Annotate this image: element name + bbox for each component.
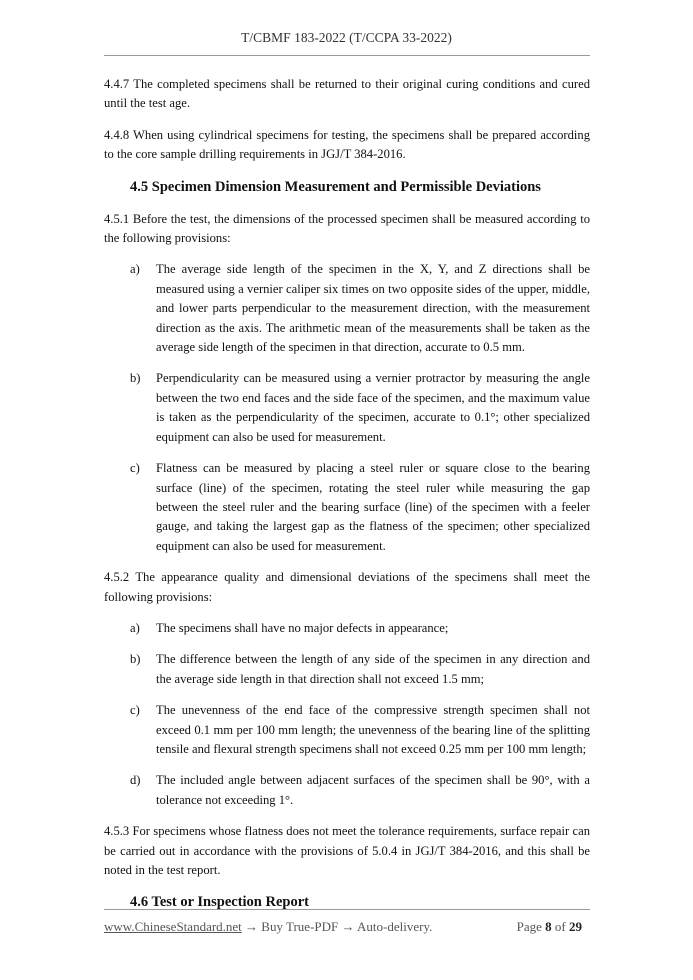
page-number: 8 [545,919,552,934]
list-item-label: a) [130,262,140,277]
list-item-label: a) [130,620,140,635]
paragraph-4-4-7: 4.4.7 The completed specimens shall be returned to their original curing conditions and cured until the test age. [104,77,590,111]
list-item [104,369,590,447]
arrow-right-icon: → [341,919,355,934]
list-item [104,701,590,759]
paragraph-4-4-8: 4.4.8 When using cylindrical specimens for testing, the specimens shall be prepared according to the core sample drilling requirements in JGJ/T 384-2016. [104,127,590,162]
header-rule [104,55,590,56]
list-item-text: Perpendicularity can be measured using a vernier protractor by measuring the angle between the two end faces and the side face of the specimen, and the maximum value is taken as the perpendicularity of the specimen, accurate to 0.1°; other specialized equipment can also be used for measurement. [156,371,590,444]
list-item-label: b) [130,371,141,386]
list-item-label: c) [130,703,140,718]
list-item-text: The average side length of the specimen in the X, Y, and Z directions shall be measured using a vernier caliper six times on two opposite sides of the upper, middle, and lower parts perpendicular to the measurement direction, with the measurement direction as the axis. The arithmetic mean of the measurements shall be taken as the average side length of the specimen in that direction, accurate to 0.5 mm. [156,262,590,355]
footer-rule [104,909,590,910]
auto-delivery-text: Auto-delivery. [357,919,433,934]
paragraph-4-5-1: 4.5.1 Before the test, the dimensions of the processed specimen shall be measured according to the following provisions: [104,211,590,246]
page-word: Page [516,919,542,934]
list-item-text: Flatness can be measured by placing a steel ruler or square close to the bearing surface (line) of the specimen, rotating the steel ruler while measuring the gap between the steel ruler and the bearing surface (line) of the specimen with a feeler gauge, and taking the largest gap as the flatness of the specimen; other specialized equipment can also be used for measurement. [156,461,590,553]
site-link[interactable]: www.ChineseStandard.net [104,919,242,934]
of-word: of [554,919,566,934]
list-4-5-1 [104,260,590,556]
page-indicator [517,919,582,935]
list-item-text: The specimens shall have no major defects in appearance; [156,620,449,635]
paragraph-4-5-3: 4.5.3 For specimens whose flatness does not meet the tolerance requirements, surface repair can be carried out in accordance with the provisions of 5.0.4 in JGJ/T 384-2016, and this shall be noted in the test report. [104,824,590,877]
buy-pdf-text: Buy True-PDF [261,919,339,934]
section-heading-4-6: 4.6 Test or Inspection Report [130,894,309,911]
arrow-right-icon: → [245,919,259,934]
list-item [104,771,590,810]
list-item [104,619,590,638]
list-item [104,260,590,357]
list-item-text: The unevenness of the end face of the compressive strength specimen shall not exceed 0.1 mm per 100 mm length; the unevenness of the bearing line of the splitting tensile and flexural strength specimens shall not exceed 0.25 mm per 100 mm length; [156,703,590,756]
list-item-text: The included angle between adjacent surfaces of the specimen shall be 90°, with a tolerance not exceeding 1°. [156,773,590,807]
paragraph-4-5-2: 4.5.2 The appearance quality and dimensional deviations of the specimens shall meet the following provisions: [104,570,590,604]
list-item-label: b) [130,652,141,667]
document-body [104,75,590,925]
list-4-5-2 [104,619,590,810]
list-item-label: c) [130,461,140,476]
list-item-text: The difference between the length of any side of the specimen in any direction and the average side length in that direction shall not exceed 1.5 mm; [156,652,590,686]
list-item-label: d) [130,773,141,788]
page-total: 29 [569,919,582,934]
page-footer [104,919,590,935]
list-item [104,650,590,689]
list-item [104,459,590,556]
running-header: T/CBMF 183-2022 (T/CCPA 33-2022) [241,30,452,45]
section-heading-4-5: 4.5 Specimen Dimension Measurement and Permissible Deviations [130,178,541,195]
